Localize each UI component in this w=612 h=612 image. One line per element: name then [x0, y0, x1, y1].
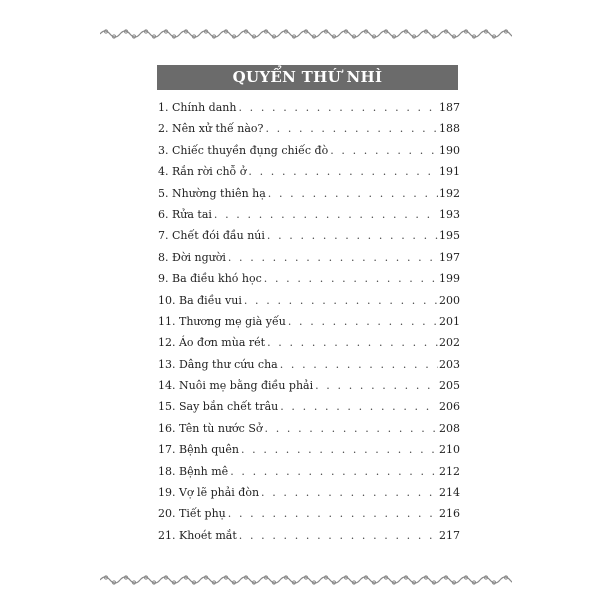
- toc-entry-title: 6. Rửa tai: [158, 207, 212, 221]
- toc-entry-title: 2. Nên xử thế nào?: [158, 122, 264, 136]
- toc-entry: [158, 418, 460, 439]
- dot-leader: [280, 396, 438, 417]
- toc-entry-title: 8. Đời người: [158, 250, 226, 264]
- toc-entry: [158, 354, 460, 375]
- dot-leader: [265, 118, 438, 139]
- toc-entry-title: 16. Tên tù nước Sở: [158, 421, 263, 435]
- toc-entry: [158, 268, 460, 289]
- toc-entry-page: 201: [439, 314, 460, 328]
- toc-entry: [158, 311, 460, 332]
- dot-leader: [228, 503, 438, 524]
- dot-leader: [248, 161, 438, 182]
- dot-leader: [238, 97, 438, 118]
- toc-entry-title: 13. Dâng thư cứu cha: [158, 357, 278, 371]
- toc-entry-title: 1. Chính danh: [158, 101, 237, 114]
- toc-entry: [158, 375, 460, 396]
- toc-entry: [158, 439, 460, 460]
- toc-entry-title: 10. Ba điều vui: [158, 293, 242, 307]
- toc-entry-title: 11. Thương mẹ già yếu: [158, 314, 286, 328]
- toc-entry-title: 19. Vợ lẽ phải đòn: [158, 486, 260, 500]
- toc-entry-page: 197: [439, 250, 460, 264]
- toc-entry: [158, 161, 460, 182]
- toc-entry-page: 202: [439, 336, 460, 350]
- toc-entry: [158, 332, 460, 353]
- toc-entry: [158, 204, 460, 225]
- toc-entry-page: 193: [439, 207, 460, 221]
- ornament-border-icon: [100, 573, 512, 587]
- toc-entry: [158, 225, 460, 246]
- dot-leader: [264, 268, 438, 289]
- toc-entry-page: 188: [439, 122, 460, 136]
- toc-entry: [158, 183, 460, 204]
- toc-entry-page: 200: [439, 293, 460, 307]
- dot-leader: [288, 311, 438, 332]
- dot-leader: [267, 225, 438, 246]
- toc-entry-page: 187: [439, 101, 460, 114]
- toc-entry-page: 205: [439, 379, 460, 393]
- toc-entry: [158, 97, 460, 118]
- toc-entry: [158, 461, 460, 482]
- toc-entry-page: 195: [439, 229, 460, 243]
- toc-entry-title: 7. Chết đói đầu núi: [158, 229, 265, 243]
- toc-entry-title: 4. Rắn rời chỗ ở: [158, 165, 247, 179]
- dot-leader: [230, 461, 438, 482]
- toc-entry-title: 18. Bệnh mê: [158, 464, 229, 478]
- toc-entry-title: 21. Khoét mắt: [158, 528, 237, 542]
- toc-entry: [158, 140, 460, 161]
- toc-entry-page: 203: [439, 357, 460, 371]
- toc-entry-title: 12. Áo đơn mùa rét: [158, 336, 266, 350]
- toc-entry: [158, 503, 460, 524]
- dot-leader: [244, 290, 438, 311]
- toc-entry-page: 191: [439, 165, 460, 179]
- table-of-contents: [158, 97, 460, 546]
- toc-entry: [158, 247, 460, 268]
- dot-leader: [265, 418, 439, 439]
- dot-leader: [241, 439, 438, 460]
- toc-entry-title: 9. Ba điều khó học: [158, 272, 262, 286]
- toc-entry-page: 199: [439, 272, 460, 286]
- toc-entry-title: 3. Chiếc thuyền đụng chiếc đò: [158, 143, 329, 157]
- toc-entry: [158, 290, 460, 311]
- toc-entry-title: 20. Tiết phụ: [158, 507, 226, 521]
- dot-leader: [214, 204, 438, 225]
- toc-entry-page: 206: [439, 400, 460, 414]
- toc-entry: [158, 482, 460, 503]
- dot-leader: [267, 332, 438, 353]
- toc-entry-page: 216: [439, 507, 460, 521]
- toc-entry-page: 212: [439, 464, 460, 478]
- toc-entry: [158, 118, 460, 139]
- toc-entry: [158, 525, 460, 546]
- dot-leader: [280, 354, 438, 375]
- toc-entry-title: 15. Say bắn chết trâu: [158, 400, 279, 414]
- dot-leader: [261, 482, 438, 503]
- dot-leader: [239, 525, 438, 546]
- toc-entry-page: 208: [439, 421, 460, 435]
- dot-leader: [315, 375, 438, 396]
- toc-entry-title: 17. Bệnh quên: [158, 443, 239, 457]
- ornament-border-icon: [100, 27, 512, 41]
- section-title: QUYỂN THỨ NHÌ: [157, 65, 458, 90]
- toc-entry-page: 190: [439, 143, 460, 157]
- toc-entry-title: 5. Nhường thiên hạ: [158, 186, 266, 200]
- toc-entry-page: 192: [439, 186, 460, 200]
- toc-entry-page: 210: [439, 443, 460, 457]
- dot-leader: [228, 247, 438, 268]
- toc-entry: [158, 396, 460, 417]
- toc-entry-page: 214: [439, 486, 460, 500]
- toc-entry-page: 217: [439, 528, 460, 542]
- toc-entry-title: 14. Nuôi mẹ bằng điều phải: [158, 379, 314, 393]
- dot-leader: [330, 140, 438, 161]
- dot-leader: [268, 183, 438, 204]
